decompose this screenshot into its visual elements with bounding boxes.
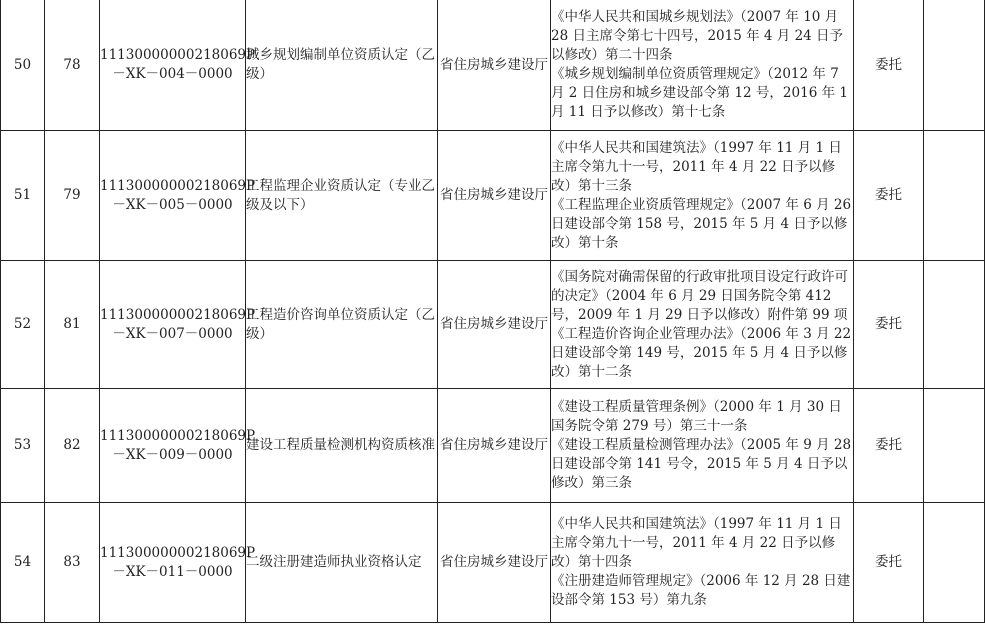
delegation-type: 委托 <box>854 389 924 503</box>
item-code <box>100 389 256 503</box>
department: 省住房城乡建设厅 <box>438 131 551 261</box>
item-name: 工程造价咨询单位资质认定（乙级） <box>246 261 438 389</box>
legal-basis-entry: 《中华人民共和国城乡规划法》（2007 年 10 月 28 日主席令第七十四号，2015 年 4 月 24 日予以修改）第二十四条 <box>551 9 844 63</box>
item-code-line1: 11130000000218069P <box>100 544 256 561</box>
remarks-cell <box>924 261 985 389</box>
remarks-cell <box>924 389 985 503</box>
department: 省住房城乡建设厅 <box>438 0 551 131</box>
item-name: 城乡规划编制单位资质认定（乙级） <box>246 0 438 131</box>
item-name: 二级注册建造师执业资格认定 <box>246 503 438 623</box>
item-code-line2: －XK－005－0000 <box>112 196 233 213</box>
delegation-type: 委托 <box>854 503 924 623</box>
legal-basis-entry: 《城乡规划编制单位资质管理规定》（2012 年 7 月 2 日住房和城乡建设部令第 12 号，2016 年 1 月 11 日予以修改）第十七条 <box>551 66 848 120</box>
seq-number: 51 <box>1 131 45 261</box>
legal-basis <box>551 261 854 389</box>
table-row <box>1 261 985 389</box>
delegation-type: 委托 <box>854 0 924 131</box>
item-code-line2: －XK－007－0000 <box>112 325 233 342</box>
item-code-line2: －XK－011－0000 <box>112 563 233 580</box>
original-number: 78 <box>45 0 100 131</box>
table-row <box>1 503 985 623</box>
seq-number: 50 <box>1 0 45 131</box>
original-number: 83 <box>45 503 100 623</box>
legal-basis <box>551 0 854 131</box>
legal-basis-entry: 《建设工程质量管理条例》（2000 年 1 月 30 日国务院令第 279 号）第三十一条 <box>551 399 842 434</box>
remarks-cell <box>924 131 985 261</box>
original-number: 81 <box>45 261 100 389</box>
legal-basis-entry: 《工程造价咨询企业管理办法》（2006 年 3 月 22 日建设部令第 149 号，2015 年 5 月 4 日予以修改）第十二条 <box>551 325 852 380</box>
department: 省住房城乡建设厅 <box>438 389 551 503</box>
table-row <box>1 131 985 261</box>
legal-basis-entry: 《中华人民共和国建筑法》（1997 年 11 月 1 日主席令第九十一号，2011 年 4 月 22 日予以修改）第十四条 <box>551 516 842 570</box>
department: 省住房城乡建设厅 <box>438 503 551 623</box>
item-code-line1: 11130000000218069P <box>100 427 256 444</box>
table-row <box>1 389 985 503</box>
seq-number: 54 <box>1 503 45 623</box>
item-name: 建设工程质量检测机构资质核准 <box>246 389 438 503</box>
seq-number: 53 <box>1 389 45 503</box>
legal-basis-entry: 《工程监理企业资质管理规定》（2007 年 6 月 26 日建设部令第 158 号，2015 年 5 月 4 日予以修改）第十条 <box>551 196 852 251</box>
department: 省住房城乡建设厅 <box>438 261 551 389</box>
remarks-cell <box>924 0 985 131</box>
remarks-cell <box>924 503 985 623</box>
seq-number: 52 <box>1 261 45 389</box>
item-code <box>100 503 256 623</box>
item-code-line2: －XK－004－0000 <box>112 66 233 82</box>
delegation-type: 委托 <box>854 261 924 389</box>
item-code <box>100 261 256 389</box>
item-name: 工程监理企业资质认定（专业乙级及以下） <box>246 131 438 261</box>
item-code <box>100 131 256 261</box>
original-number: 82 <box>45 389 100 503</box>
legal-basis <box>551 131 854 261</box>
legal-basis-entry: 《注册建造师管理规定》（2006 年 12 月 28 日建设部令第 153 号）第九条 <box>551 573 851 608</box>
legal-basis <box>551 389 854 503</box>
delegation-type: 委托 <box>854 131 924 261</box>
item-code-line1: 11130000000218069P <box>100 47 256 63</box>
legal-basis-entry: 《国务院对确需保留的行政审批项目设定行政许可的决定》（2004 年 6 月 29 日国务院令第 412 号，2009 年 1 月 29 日予以修改）附件第 99 项 <box>551 268 848 323</box>
item-code-line2: －XK－009－0000 <box>112 446 233 463</box>
legal-basis-entry: 《建设工程质量检测管理办法》（2005 年 9 月 28 日建设部令第 141 号令，2015 年 5 月 4 日予以修改）第三条 <box>551 437 852 491</box>
item-code-line1: 11130000000218069P <box>100 177 256 194</box>
item-code-line1: 11130000000218069P <box>100 306 256 323</box>
original-number: 79 <box>45 131 100 261</box>
table-row <box>1 0 985 131</box>
item-code <box>100 0 256 131</box>
legal-basis <box>551 503 854 623</box>
legal-basis-entry: 《中华人民共和国建筑法》（1997 年 11 月 1 日主席令第九十一号，2011 年 4 月 22 日予以修改）第十三条 <box>551 139 842 194</box>
